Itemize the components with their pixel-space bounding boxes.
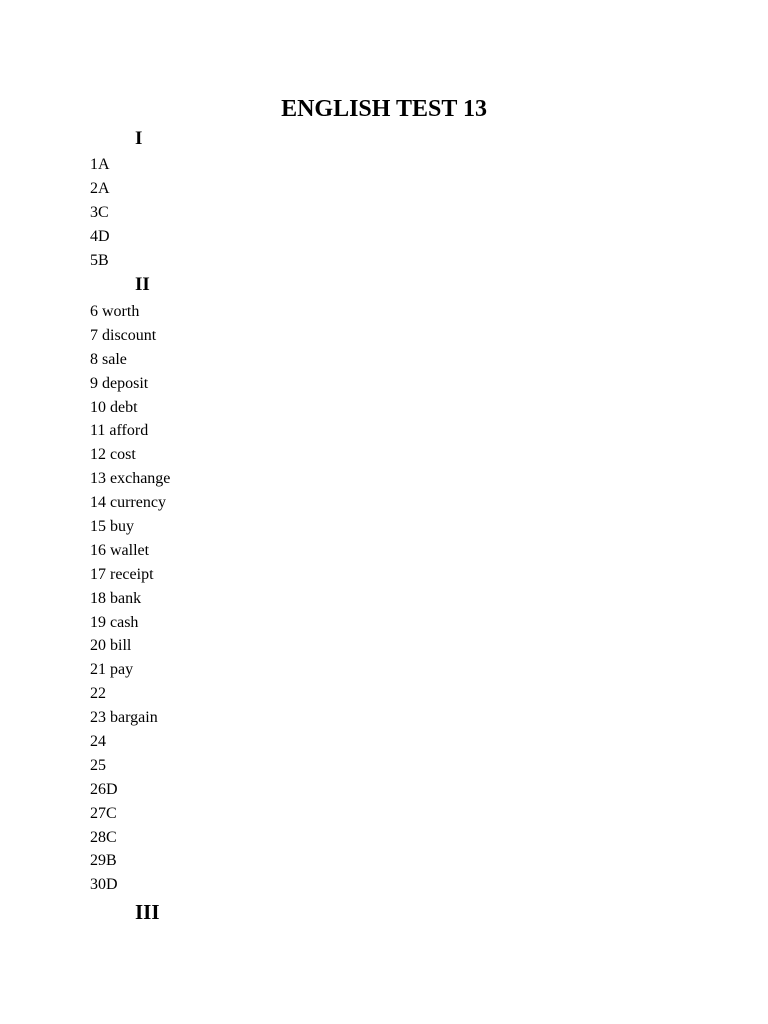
section-2-answer-list	[90, 300, 170, 897]
answer-item: 17 receipt	[90, 565, 154, 583]
answer-item: 30D	[90, 876, 118, 894]
answer-item: 14 currency	[90, 494, 166, 512]
answer-item: 26D	[90, 780, 118, 798]
answer-item: 7 discount	[90, 326, 157, 344]
answer-item: 6 worth	[90, 303, 140, 320]
section-1-answer-list	[90, 153, 110, 272]
answer-item: 16 wallet	[90, 541, 150, 559]
answer-item: 18 bank	[90, 589, 142, 607]
answer-item: 2A	[90, 179, 110, 197]
answer-item: 13 exchange	[90, 470, 171, 488]
section-heading-2: II	[135, 274, 150, 295]
answer-item: 19 cash	[90, 613, 139, 631]
answer-item: 15 buy	[90, 518, 134, 536]
answer-item: 25	[90, 756, 106, 774]
answer-item: 22	[90, 685, 106, 703]
answer-item: 20 bill	[90, 637, 132, 655]
answer-item: 1A	[90, 156, 110, 173]
section-heading-1: I	[135, 128, 143, 149]
answer-item: 9 deposit	[90, 374, 149, 392]
page-title: ENGLISH TEST 13	[281, 96, 487, 122]
answer-item: 29B	[90, 852, 117, 870]
answer-item: 23 bargain	[90, 709, 158, 727]
section-heading-3: III	[135, 900, 160, 924]
answer-item: 5B	[90, 251, 109, 269]
answer-item: 8 sale	[90, 350, 127, 368]
answer-item: 21 pay	[90, 661, 134, 679]
answer-item: 24	[90, 733, 106, 751]
answer-item: 27C	[90, 804, 117, 822]
answer-item: 11 afford	[90, 422, 149, 440]
answer-item: 28C	[90, 828, 117, 846]
answer-item: 4D	[90, 227, 110, 245]
answer-item: 3C	[90, 203, 109, 221]
answer-item: 12 cost	[90, 446, 136, 464]
answer-item: 10 debt	[90, 398, 138, 416]
